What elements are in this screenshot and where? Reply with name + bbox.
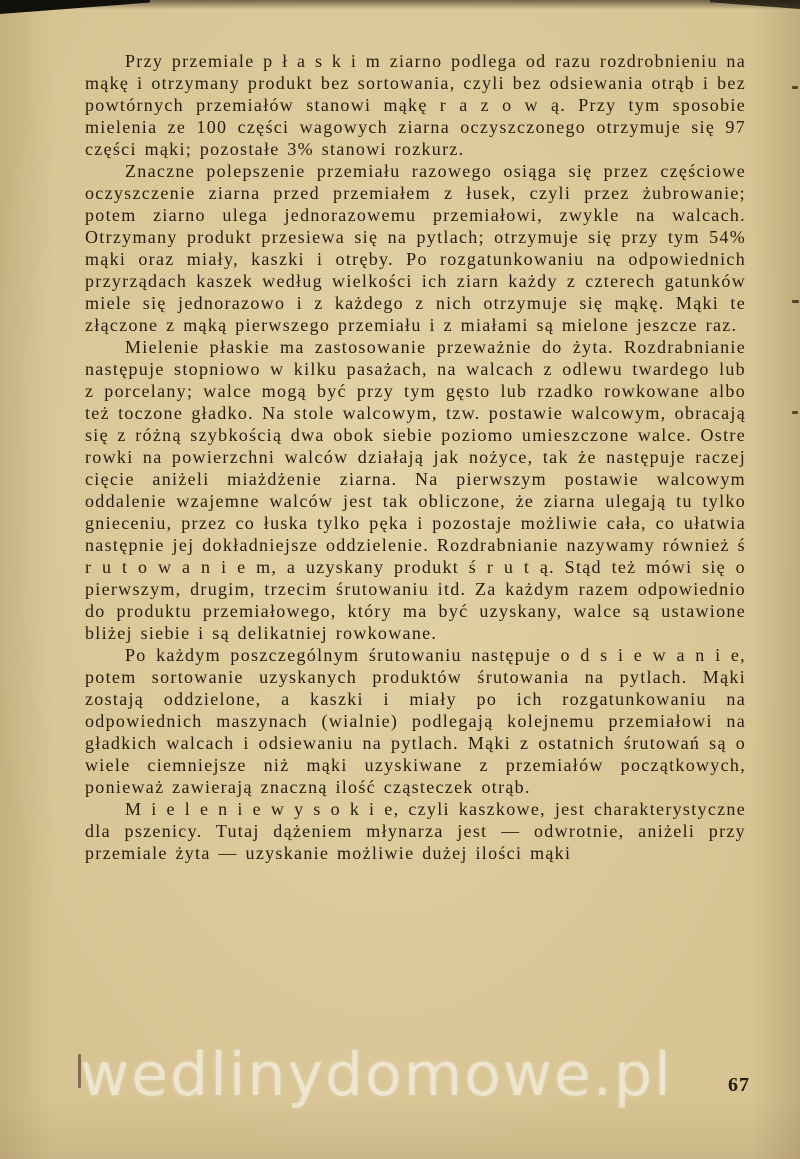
text-block — [85, 50, 746, 864]
scan-speck — [792, 300, 799, 303]
scan-speck — [792, 86, 798, 89]
paragraph-flat-milling-intro: Przy przemiale p ł a s k i m ziarno podlega od razu rozdrobnieniu na mąkę i otrzymany produkt bez sortowania, czyli bez odsiewania otrąb i bez powtórnych przemiałów stanowi mąkę r a z o w ą. Przy tym sposobie mielenia ze 100 części wagowych ziarna oczyszczonego otrzymuje się 97 części mąki; pozostałe 3% stanowi rozkurz. — [85, 51, 746, 159]
paragraph-high-milling-wheat: M i e l e n i e w y s o k i e, czyli kaszkowe, jest charakterystyczne dla pszenicy. Tutaj dążeniem młynarza jest — odwrotnie, aniżeli przy przemiale żyta — uzyskanie możliwie dużej ilości mąki — [85, 799, 746, 863]
scan-corner-top-right — [710, 0, 800, 9]
paragraph-wholemeal-improvement: Znaczne polepszenie przemiału razowego osiąga się przez częściowe oczyszczenie ziarna przed przemiałem z łusek, czyli przez żubrowanie; potem ziarno ulega jednorazowemu przemiałowi, zwykle na walcach. Otrzymany produkt przesiewa się na pytlach; otrzymuje się przy tym 54% mąki oraz miały, kaszki i otręby. Po rozgatunkowaniu na odpowiednich przyrządach kaszek według wielkości ich ziarn każdy z czterech gatunków miele się jednorazowo i z każdego z nich otrzymuje się mąkę. Mąki te złączone z mąką pierwszego przemiału i z miałami są mielone jeszcze raz. — [85, 161, 746, 335]
paragraph-flat-milling-rye: Mielenie płaskie ma zastosowanie przeważnie do żyta. Rozdrabnianie następuje stopniowo w kilku pasażach, na walcach z odlewu twardego lub z porcelany; walce mogą być przy tym gęsto lub rzadko rowkowane albo też toczone gładko. Na stole walcowym, tzw. postawie walcowym, obracają się z różną szybkością dwa obok siebie poziomo umieszczone walce. Ostre rowki na powierzchni walców działają jak nożyce, tak że następuje raczej cięcie aniżeli miażdżenie ziarna. Na pierwszym postawie walcowym oddalenie wzajemne walców jest tak obliczone, że ziarna ulegają tu tylko gnieceniu, przez co łuska tylko pęka i pozostaje możliwie cała, co ułatwia następnie jej dokładniejsze oddzielenie. Rozdrabnianie nazywamy również ś r u t o w a n i e m, a uzyskany produkt ś r u t ą. Stąd też mówi się o pierwszym, drugim, trzecim śrutowaniu itd. Za każdym razem odpowiednio do produktu przemiałowego, który ma być uzyskany, walce są ustawione bliżej siebie i są delikatniej rowkowane. — [85, 337, 746, 643]
paragraph-sifting-after-breaking: Po każdym poszczególnym śrutowaniu następuje o d s i e w a n i e, potem sortowanie uzyskanych produktów śrutowania na pytlach. Mąki zostają oddzielone, a kaszki i miały po ich rozgatunkowaniu na odpowiednich maszynach (wialnie) podlegają kolejnemu przemiałowi na gładkich walcach i odsiewaniu na pytlach. Mąki z ostatnich śrutowań są o wiele ciemniejsze niż mąki uzyskiwane z przemiałów początkowych, ponieważ zawierają znaczną ilość cząsteczek otrąb. — [85, 645, 746, 797]
watermark: wedlinydomowe.pl — [80, 1040, 673, 1110]
scan-speck — [792, 411, 798, 414]
scan-corner-top-left — [0, 0, 150, 14]
scan-artifact-line — [78, 1054, 81, 1088]
page-number: 67 — [728, 1074, 750, 1096]
